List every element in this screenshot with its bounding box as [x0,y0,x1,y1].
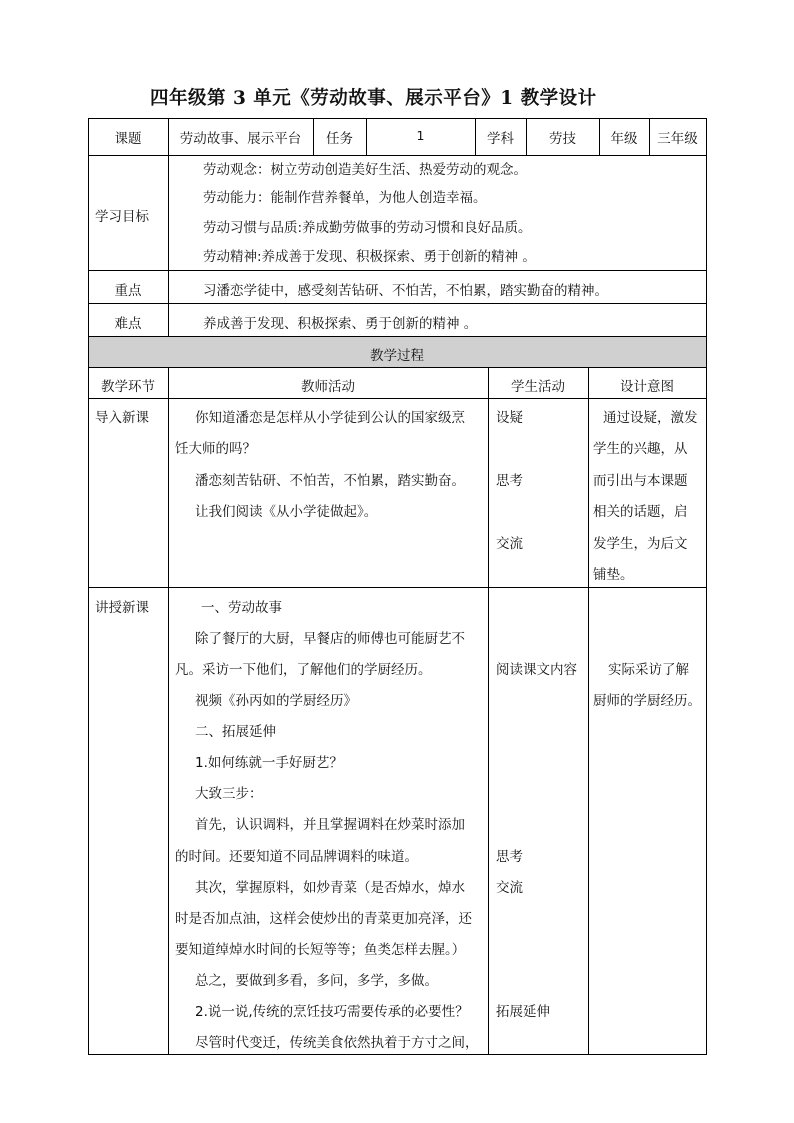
teach-intent-line: 实际采访了解 [608,662,689,678]
grade-value: 三年级 [657,131,698,147]
intro-intent-line: 相关的话题，启 [593,504,688,520]
subject-label: 学科 [487,131,514,147]
row-divider [88,303,707,304]
topic-value: 劳动故事、展示平台 [179,131,302,147]
column-header-intent: 设计意图 [620,379,674,395]
teach-stage: 讲授新课 [95,600,149,616]
task-value: 1 [416,128,425,143]
teach-teacher-line: 二、拓展延伸 [195,724,276,740]
intro-teacher-line: 你知道潘恋是怎样从小学徒到公认的国家级烹 [195,410,465,426]
page-title: 四年级第 3 单元《劳动故事、展示平台》1 教学设计 [150,88,597,109]
teach-teacher-line: 大致三步： [195,786,263,802]
col-divider [168,118,169,336]
goal-line: 劳动观念：树立劳动创造美好生活、热爱劳动的观念。 [203,162,527,178]
teach-teacher-line: 凡。采访一下他们，了解他们的学厨经历。 [175,662,432,678]
goals-label: 学习目标 [95,209,149,225]
teach-teacher-line: 要知道绰焯水时间的长短等等；鱼类怎样去腥。） [175,942,466,958]
teach-teacher-line: 的时间。还要知道不同品牌调料的味道。 [175,849,418,865]
row-divider [88,367,707,368]
teach-teacher-line: 首先，认识调料，并且掌握调料在炒菜时添加 [195,817,465,833]
intro-intent-line: 学生的兴趣，从 [593,441,688,457]
table-border-top [88,118,707,119]
row-divider [88,398,707,399]
teach-student-line: 交流 [496,880,523,896]
teach-teacher-line: 其次，掌握原料，如炒青菜（是否焯水，焯水 [195,880,465,896]
teach-teacher-line: 总之，要做到多看，多问，多学，多做。 [195,973,438,989]
teach-teacher-line: 除了餐厅的大厨，早餐店的师傅也可能厨艺不 [195,631,465,647]
grade-label: 年级 [610,131,638,147]
teach-teacher-line: 尽管时代变迁，传统美食依然执着于方寸之间， [195,1035,479,1051]
intro-student-line: 思考 [496,473,523,489]
teach-student-line: 拓展延伸 [496,1004,550,1020]
teach-student-line: 思考 [496,849,523,865]
intro-teacher-line: 饪大师的吗？ [175,441,256,457]
row-divider [88,270,707,271]
teach-teacher-line: 时是否加点油，这样会使炒出的青菜更加亮泽，还 [175,911,472,927]
teach-teacher-line: 2.说一说,传统的烹饪技巧需要传承的必要性？ [195,1004,469,1020]
goal-line: 劳动精神:养成善于发现、积极探索、勇于创新的精神 。 [203,249,536,265]
row-divider [88,155,707,156]
process-header: 教学过程 [370,348,424,364]
intro-intent-line: 而引出与本课题 [593,473,688,489]
difficulty-label: 难点 [114,316,142,332]
intro-student-line: 设疑 [496,410,523,426]
goal-line: 劳动能力：能制作营养餐单，为他人创造幸福。 [203,190,487,206]
column-header-student: 学生活动 [511,379,565,395]
col-divider [168,367,169,1055]
teach-teacher-line: 一、劳动故事 [201,600,282,616]
table-border-bottom [88,1054,707,1055]
intro-intent-line: 通过设疑，激发 [603,410,698,426]
teach-teacher-line: 1.如何练就一手好厨艺？ [195,755,343,771]
intro-intent-line: 发学生，为后文 [593,536,688,552]
column-header-stage: 教学环节 [101,379,155,395]
table-border-right [706,118,707,1055]
intro-teacher-line: 潘恋刻苦钻研、不怕苦，不怕累，踏实勤奋。 [195,473,465,489]
col-divider [488,367,489,1055]
table-border-left [88,118,89,1055]
intro-student-line: 交流 [496,536,523,552]
teach-student-line: 阅读课文内容 [496,662,577,678]
intro-intent-line: 铺垫。 [593,567,634,583]
column-header-teacher: 教师活动 [301,379,355,395]
row-divider [88,587,707,588]
teach-teacher-line: 视频《孙丙如的学厨经历》 [195,693,357,709]
key-point-label: 重点 [114,283,142,299]
key-point-text: 习潘恋学徒中，感受刻苦钻研、不怕苦，不怕累，踏实勤奋的精神。 [203,283,608,299]
intro-stage: 导入新课 [95,410,149,426]
subject-value: 劳技 [549,131,576,147]
difficulty-text: 养成善于发现、积极探索、勇于创新的精神 。 [203,316,478,332]
task-label: 任务 [326,131,353,147]
teach-intent-line: 厨师的学厨经历。 [593,693,701,709]
col-divider [588,367,589,1055]
row-divider [88,336,707,337]
intro-teacher-line: 让我们阅读《从小学徒做起》。 [195,504,378,520]
goal-line: 劳动习惯与品质:养成勤劳做事的劳动习惯和良好品质。 [203,220,532,236]
topic-label: 课题 [114,131,142,147]
